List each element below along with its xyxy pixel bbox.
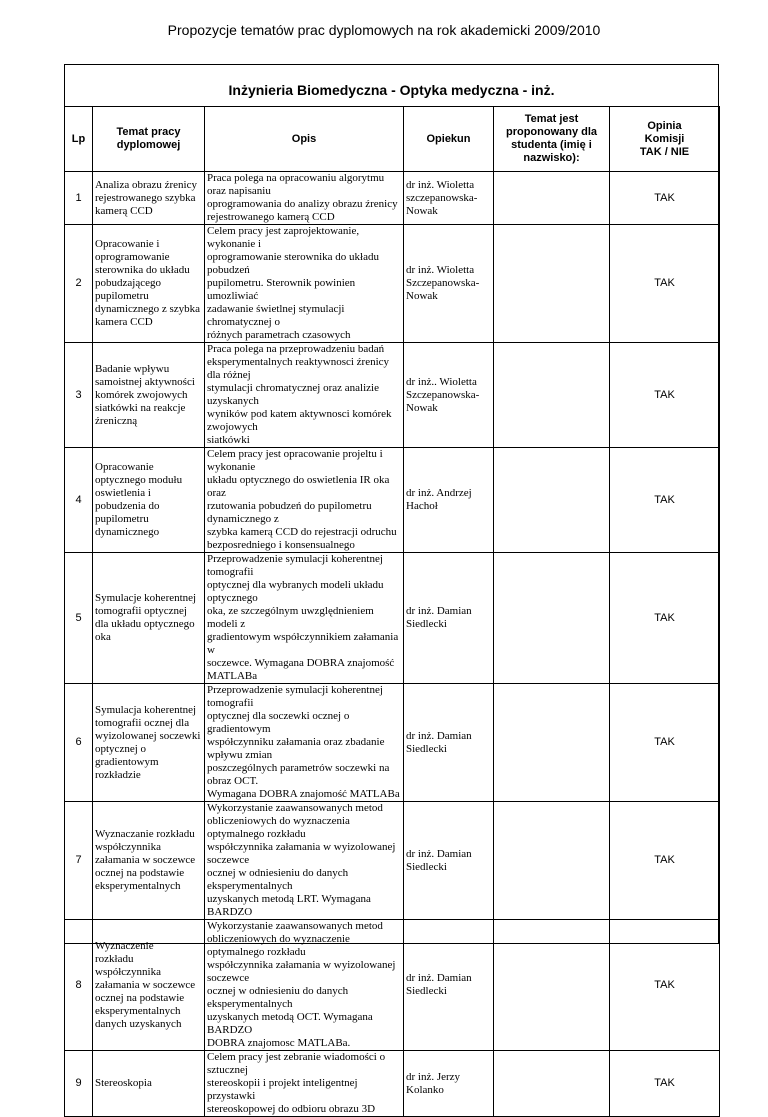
row-number: 8 xyxy=(65,920,93,1051)
table-row xyxy=(65,448,720,553)
topic-cell: Opracowanie i oprogramowanie sterownika do układu pobudzającego pupilometru dynamicznego z szybka kamera CCD xyxy=(93,225,205,343)
table-body xyxy=(65,172,720,1117)
description-cell: Wykorzystanie zaawansowanych metod obliczeniowych do wyznaczenia optymalnego rozkładu współczynnika załamania w wyizolowanej soczewce ocznej w odniesieniu do danych eksperymentalnych uzyskanych metodą LRT. Wymagana BARDZO xyxy=(205,802,404,920)
student-cell xyxy=(494,684,610,802)
opinion-cell: TAK xyxy=(610,802,720,920)
topic-cell: Symulacja koherentnej tomografii ocznej dla wyizolowanej soczewki optycznej o gradientowym rozkładzie xyxy=(93,684,205,802)
header-opiekun: Opiekun xyxy=(404,107,494,172)
supervisor-cell: dr inż. Damian Siedlecki xyxy=(404,920,494,1051)
supervisor-cell: dr inż. Jerzy Kolanko xyxy=(404,1051,494,1117)
student-cell xyxy=(494,225,610,343)
opinion-cell: TAK xyxy=(610,343,720,448)
topic-cell: Stereoskopia xyxy=(93,1051,205,1117)
student-cell xyxy=(494,553,610,684)
table-row xyxy=(65,802,720,920)
topic-cell: Wyznaczanie rozkładu współczynnika załamania w soczewce ocznej na podstawie eksperymentalnych xyxy=(93,802,205,920)
description-cell: Przeprowadzenie symulacji koherentnej tomografii optycznej dla wybranych modeli układu optycznego oka, ze szczególnym uwzględnieniem modeli z gradientowym współczynnikiem załamania w soczewce. Wymagana DOBRA znajomość MATLABa xyxy=(205,553,404,684)
topic-cell: Opracowanie optycznego modułu oswietlenia i pobudzenia do pupilometru dynamicznego xyxy=(93,448,205,553)
table-row xyxy=(65,684,720,802)
opinion-cell: TAK xyxy=(610,1051,720,1117)
table-row xyxy=(65,172,720,225)
table-row xyxy=(65,553,720,684)
topics-table xyxy=(64,106,720,1117)
header-opinia: Opinia Komisji TAK / NIE xyxy=(610,107,720,172)
supervisor-cell: dr inż.. Wioletta Szczepanowska- Nowak xyxy=(404,343,494,448)
description-cell: Praca polega na opracowaniu algorytmu oraz napisaniu oprogramowania do analizy obrazu źrenicy rejestrowanego kamerą CCD xyxy=(205,172,404,225)
supervisor-cell: dr inż. Wioletta Szczepanowska- Nowak xyxy=(404,225,494,343)
supervisor-cell: dr inż. Andrzej Hachoł xyxy=(404,448,494,553)
opinion-cell: TAK xyxy=(610,553,720,684)
description-cell: Celem pracy jest opracowanie projeltu i wykonanie układu optycznego do oswietlenia IR oka oraz rzutowania pobudzeń do pupilometru dynamicznego z szybka kamerą CCD do rejestracji odruchu bezposredniego i konsensualnego xyxy=(205,448,404,553)
description-cell: Praca polega na przeprowadzeniu badań eksperymentalnych reaktywnosci źrenicy dla różnej stymulacji chromatycznej oraz analizie uzyskanych wyników pod katem aktywnosci komórek zwojowych siatkówki xyxy=(205,343,404,448)
description-cell: Celem pracy jest zaprojektowanie, wykonanie i oprogramowanie sterownika do układu pobudzeń pupilometru. Sterownik powinien umozliwiać zadawanie świetlnej stymulacji chromatycznej o różnych parametrach czasowych xyxy=(205,225,404,343)
table-row xyxy=(65,920,720,1051)
supervisor-cell: dr inż. Wioletta szczepanowska- Nowak xyxy=(404,172,494,225)
row-number: 4 xyxy=(65,448,93,553)
supervisor-cell: dr inż. Damian Siedlecki xyxy=(404,684,494,802)
page-title: Propozycje tematów prac dyplomowych na rok akademicki 2009/2010 xyxy=(167,22,601,38)
section-title: Inżynieria Biomedyczna - Optyka medyczna - inż. xyxy=(228,82,555,98)
header-row xyxy=(65,107,720,172)
description-cell: Celem pracy jest zebranie wiadomości o sztucznej stereoskopii i projekt inteligentnej przystawki stereoskopowej do odbioru obrazu 3D xyxy=(205,1051,404,1117)
description-cell: Przeprowadzenie symulacji koherentnej tomografii optycznej dla soczewki ocznej o gradientowym współczynniku załamania oraz zbadanie wpływu zmian poszczególnych parametrów soczewki na obraz OCT. Wymagana DOBRA znajomość MATLABa xyxy=(205,684,404,802)
header-student: Temat jest proponowany dla studenta (imię i nazwisko): xyxy=(494,107,610,172)
header-lp: Lp xyxy=(65,107,93,172)
student-cell xyxy=(494,1051,610,1117)
row-number: 3 xyxy=(65,343,93,448)
description-cell: Wykorzystanie zaawansowanych metod obliczeniowych do wyznaczenie optymalnego rozkładu współczynnika załamania w wyizolowanej soczewce ocznej w odniesieniu do danych eksperymentalnych uzyskanych metodą OCT. Wymagana BARDZO DOBRA znajomosc MATLABa. xyxy=(205,920,404,1051)
opinion-cell: TAK xyxy=(610,684,720,802)
row-number: 2 xyxy=(65,225,93,343)
table-row xyxy=(65,225,720,343)
topic-cell: Analiza obrazu źrenicy rejestrowanego szybka kamerą CCD xyxy=(93,172,205,225)
topic-cell: Wyznaczenie rozkładu współczynnika załamania w soczewce ocznej na podstawie eksperymentalnych danych uzyskanych xyxy=(93,920,205,1051)
supervisor-cell: dr inż. Damian Siedlecki xyxy=(404,802,494,920)
student-cell xyxy=(494,172,610,225)
row-number: 7 xyxy=(65,802,93,920)
row-number: 9 xyxy=(65,1051,93,1117)
opinion-cell: TAK xyxy=(610,172,720,225)
opinion-cell: TAK xyxy=(610,225,720,343)
student-cell xyxy=(494,343,610,448)
topic-cell: Symulacje koherentnej tomografii optycznej dla układu optycznego oka xyxy=(93,553,205,684)
student-cell xyxy=(494,448,610,553)
topic-cell: Badanie wpływu samoistnej aktywności komórek zwojowych siatkówki na reakcje źreniczną xyxy=(93,343,205,448)
opinion-cell: TAK xyxy=(610,920,720,1051)
supervisor-cell: dr inż. Damian Siedlecki xyxy=(404,553,494,684)
table-row xyxy=(65,1051,720,1117)
header-temat: Temat pracy dyplomowej xyxy=(93,107,205,172)
table-row xyxy=(65,343,720,448)
header-opis: Opis xyxy=(205,107,404,172)
student-cell xyxy=(494,802,610,920)
row-number: 1 xyxy=(65,172,93,225)
row-number: 6 xyxy=(65,684,93,802)
opinion-cell: TAK xyxy=(610,448,720,553)
row-number: 5 xyxy=(65,553,93,684)
student-cell xyxy=(494,920,610,1051)
